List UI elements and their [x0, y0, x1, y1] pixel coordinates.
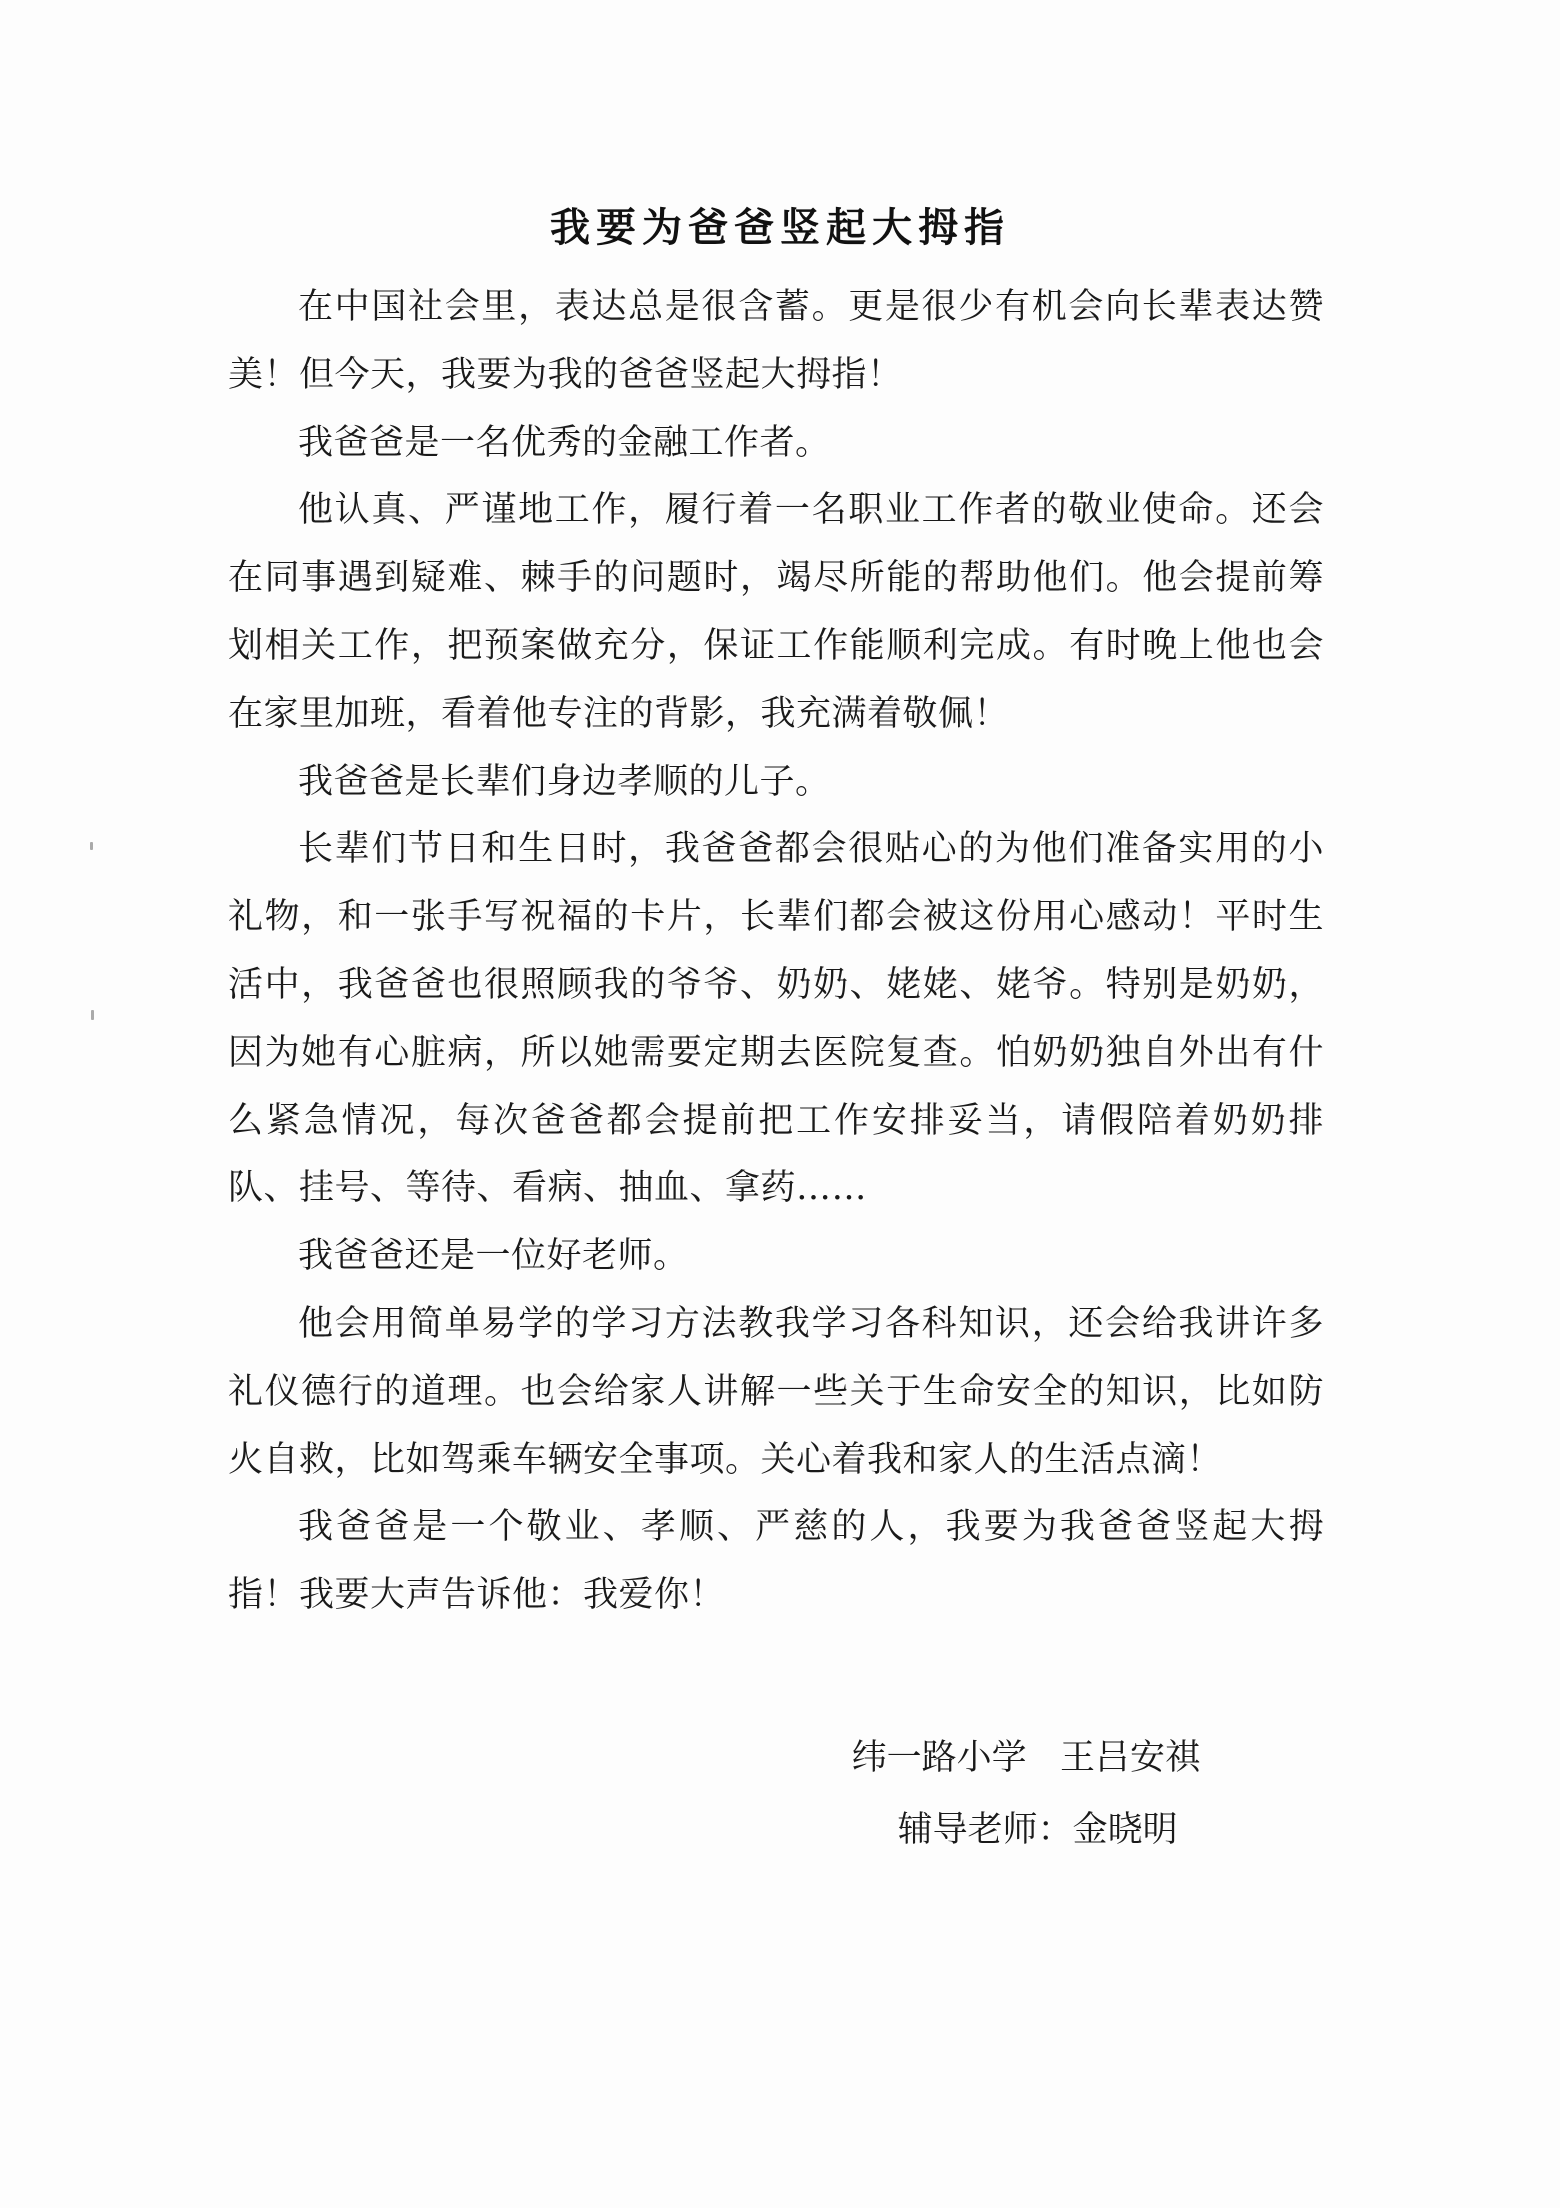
scan-speck	[90, 842, 93, 850]
signature-block	[852, 1722, 1200, 1866]
school-and-author: 纬一路小学 王吕安祺	[851, 1738, 1200, 1778]
paragraph: 他认真、严谨地工作，履行着一名职业工作者的敬业使命。还会在同事遇到疑难、棘手的问题时，竭尽所能的帮助他们。他会提前筹划相关工作，把预案做充分，保证工作能顺利完成。有时晚上他也会在家里加班，看着他专注的背影，我充满着敬佩！	[228, 490, 1324, 734]
paragraph: 长辈们节日和生日时，我爸爸都会很贴心的为他们准备实用的小礼物，和一张手写祝福的卡片，长辈们都会被这份用心感动！平时生活中，我爸爸也很照顾我的爷爷、奶奶、姥姥、姥爷。特别是奶奶，因为她有心脏病，所以她需要定期去医院复查。怕奶奶独自外出有什么紧急情况，每次爸爸都会提前把工作安排妥当，请假陪着奶奶排队、挂号、等待、看病、抽血、拿药……	[228, 829, 1324, 1209]
paragraph: 我爸爸还是一位好老师。	[298, 1236, 689, 1277]
paragraph: 我爸爸是长辈们身边孝顺的儿子。	[298, 761, 831, 802]
scan-speck	[91, 1010, 94, 1020]
paragraph: 我爸爸是一个敬业、孝顺、严慈的人，我要为我爸爸竖起大拇指！我要大声告诉他：我爱你！	[228, 1507, 1324, 1616]
document-title: 我要为爸爸竖起大拇指	[550, 204, 1010, 251]
paragraph: 我爸爸是一名优秀的金融工作者。	[298, 422, 831, 463]
paragraph: 在中国社会里，表达总是很含蓄。更是很少有机会向长辈表达赞美！但今天，我要为我的爸爸竖起大拇指！	[228, 287, 1324, 395]
paragraph: 他会用简单易学的学习方法教我学习各科知识，还会给我讲许多礼仪德行的道理。也会给家人讲解一些关于生命安全的知识，比如防火自救，比如驾乘车辆安全事项。关心着我和家人的生活点滴！	[228, 1303, 1324, 1480]
teacher-line: 辅导老师：金晓明	[897, 1810, 1178, 1850]
document-body	[228, 274, 1324, 1630]
